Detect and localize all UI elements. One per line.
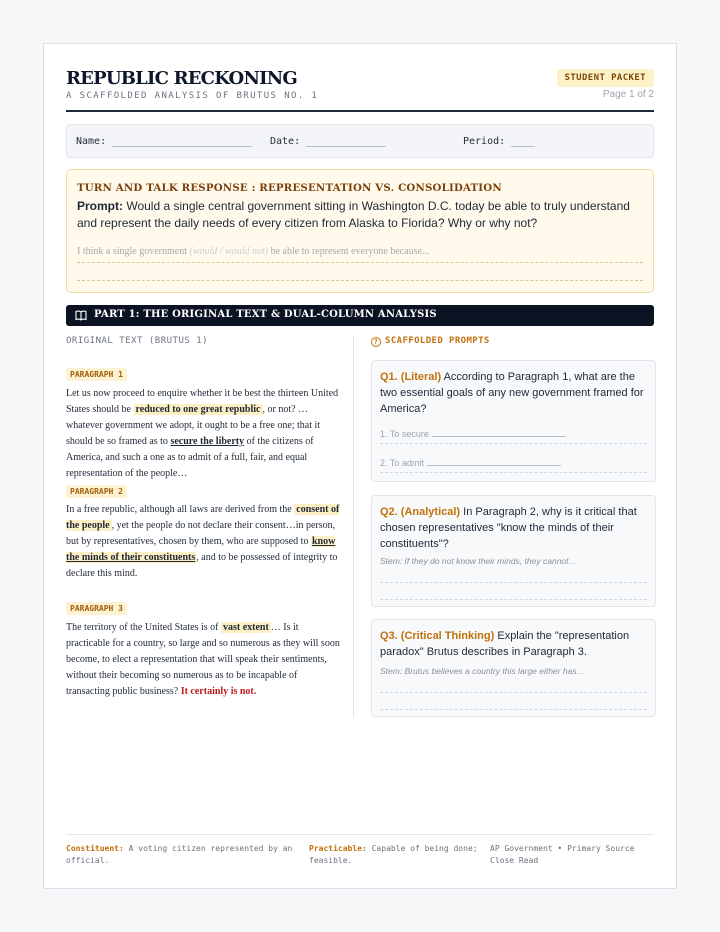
p1-text-a: Let us now proceed to enquire whether it be best the thirteen United States should be <box>66 388 339 415</box>
paragraph-3-text <box>66 620 342 700</box>
question-3-label: Q3. (Critical Thinking) <box>380 630 495 642</box>
p3-text-a: The territory of the United States is of <box>66 622 221 633</box>
date-field[interactable] <box>270 136 386 147</box>
footer <box>66 834 654 865</box>
glossary-constituent <box>66 843 298 867</box>
p1-text-b: , or not? … whatever government we adopt, it ought to be a free one; that it should be so framed as to <box>66 404 321 447</box>
name-line[interactable] <box>112 137 252 147</box>
answer-1-line[interactable] <box>380 429 647 444</box>
sentence-stem-line[interactable] <box>77 246 643 263</box>
page-title: REPUBLIC RECKONING <box>66 68 297 89</box>
paragraph-2-text <box>66 502 342 582</box>
stem-choice: (would / would not) <box>189 246 269 257</box>
turn-and-talk-prompt <box>77 198 641 232</box>
question-3-body: Explain the "representation paradox" Brutus describes in Paragraph 3. <box>380 630 630 658</box>
answer-2-stem: 2. To admit <box>380 458 424 468</box>
header <box>66 68 654 112</box>
glossary-definition: A voting citizen represented by an official. <box>66 844 293 865</box>
answer-line[interactable] <box>380 599 647 600</box>
glossary-term: Constituent: <box>66 844 124 853</box>
glossary-term: Practicable: <box>309 844 367 853</box>
scaffolded-prompts-label: SCAFFOLDED PROMPTS <box>385 336 490 346</box>
p2-text-a: In a free republic, although all laws are derived from the <box>66 504 295 515</box>
p3-highlight: vast extent <box>222 622 269 633</box>
question-3-box <box>371 619 656 717</box>
scaffolded-prompts-heading <box>371 336 490 347</box>
answer-1-blank[interactable] <box>432 429 566 437</box>
name-field[interactable] <box>76 136 252 147</box>
turn-and-talk-box <box>66 169 654 293</box>
worksheet-page <box>43 43 677 889</box>
column-divider <box>353 336 354 718</box>
question-circle-icon: ? <box>371 337 381 347</box>
paragraph-1-text <box>66 386 342 482</box>
original-text-heading: ORIGINAL TEXT (BRUTUS 1) <box>66 336 209 346</box>
course-label: AP Government • Primary Source Close Read <box>490 844 635 865</box>
open-book-icon <box>75 310 87 321</box>
answer-line[interactable] <box>380 692 647 693</box>
p2-text-c: , and to be possessed of integrity to declare this mind. <box>66 552 338 579</box>
name-label: Name: <box>76 136 107 147</box>
answer-2-line[interactable] <box>380 458 647 473</box>
turn-and-talk-title: TURN AND TALK RESPONSE : REPRESENTATION VS. CONSOLIDATION <box>77 182 502 194</box>
p1-underline: secure the liberty <box>170 436 245 447</box>
period-field[interactable] <box>463 136 535 147</box>
student-info-bar <box>66 124 654 158</box>
question-1-box <box>371 360 656 482</box>
glossary-definition: Capable of being done; feasible. <box>309 844 478 865</box>
question-3-stem: Stem: Brutus believes a country this large either has... <box>380 666 584 676</box>
answer-line[interactable] <box>77 280 643 281</box>
stem-before: I think a single government <box>77 246 190 257</box>
glossary-practicable <box>309 843 484 867</box>
part1-title: PART 1: THE ORIGINAL TEXT & DUAL-COLUMN ANALYSIS <box>94 309 437 320</box>
p2-highlight: consent of the people <box>66 504 340 531</box>
question-2-body: In Paragraph 2, why is it critical that chosen representatives "know the minds of their constituents"? <box>380 506 637 550</box>
p1-highlight: reduced to one great republic <box>135 404 261 415</box>
answer-line[interactable] <box>380 709 647 710</box>
page-subtitle: A SCAFFOLDED ANALYSIS OF BRUTUS NO. 1 <box>66 91 319 101</box>
date-label: Date: <box>270 136 301 147</box>
question-2-label: Q2. (Analytical) <box>380 506 461 518</box>
date-line[interactable] <box>306 137 386 147</box>
p3-emphasis: It certainly is not. <box>180 686 257 697</box>
question-3-text <box>380 628 647 660</box>
question-2-stem: Stem: If they do not know their minds, they cannot... <box>380 556 576 566</box>
paragraph-2-tag: PARAGRAPH 2 <box>66 485 127 498</box>
page-number: Page 1 of 2 <box>602 89 654 100</box>
answer-1-stem: 1. To secure <box>380 429 429 439</box>
question-2-text <box>380 504 647 552</box>
stem-after: be able to represent everyone because... <box>268 246 430 257</box>
p1-text-c: of the citizens of America, and such a one as to admit of a full, fair, and equal representation of the people… <box>66 436 314 479</box>
answer-line[interactable] <box>380 582 647 583</box>
p2-text-b: , yet the people do not declare their consent…in person, but by representatives, chosen by them, who are supposed to <box>66 520 336 547</box>
question-1-text <box>380 369 647 417</box>
period-label: Period: <box>463 136 506 147</box>
question-1-body: According to Paragraph 1, what are the two essential goals of any new government framed for America? <box>380 371 644 415</box>
paragraph-3-tag: PARAGRAPH 3 <box>66 602 127 615</box>
period-line[interactable] <box>511 137 535 147</box>
paragraph-1-tag: PARAGRAPH 1 <box>66 368 127 381</box>
part1-header-bar <box>66 305 654 326</box>
prompt-text: Would a single central government sitting in Washington D.C. today be able to truly understand and represent the daily needs of every citizen from Alaska to Florida? Why or why not? <box>77 199 630 230</box>
p2-highlight-underline: know the minds of their constituents <box>66 536 336 563</box>
student-packet-badge: STUDENT PACKET <box>557 69 654 87</box>
answer-2-blank[interactable] <box>427 458 561 466</box>
question-2-box <box>371 495 656 607</box>
prompt-label: Prompt: <box>77 199 123 213</box>
question-1-label: Q1. (Literal) <box>380 371 442 383</box>
p3-text-b: … Is it practicable for a country, so large and so numerous as they will soon become, to elect a representation that will speak their sentiments, without their becoming so numerous as to be incapable of transacting public business? <box>66 622 340 697</box>
